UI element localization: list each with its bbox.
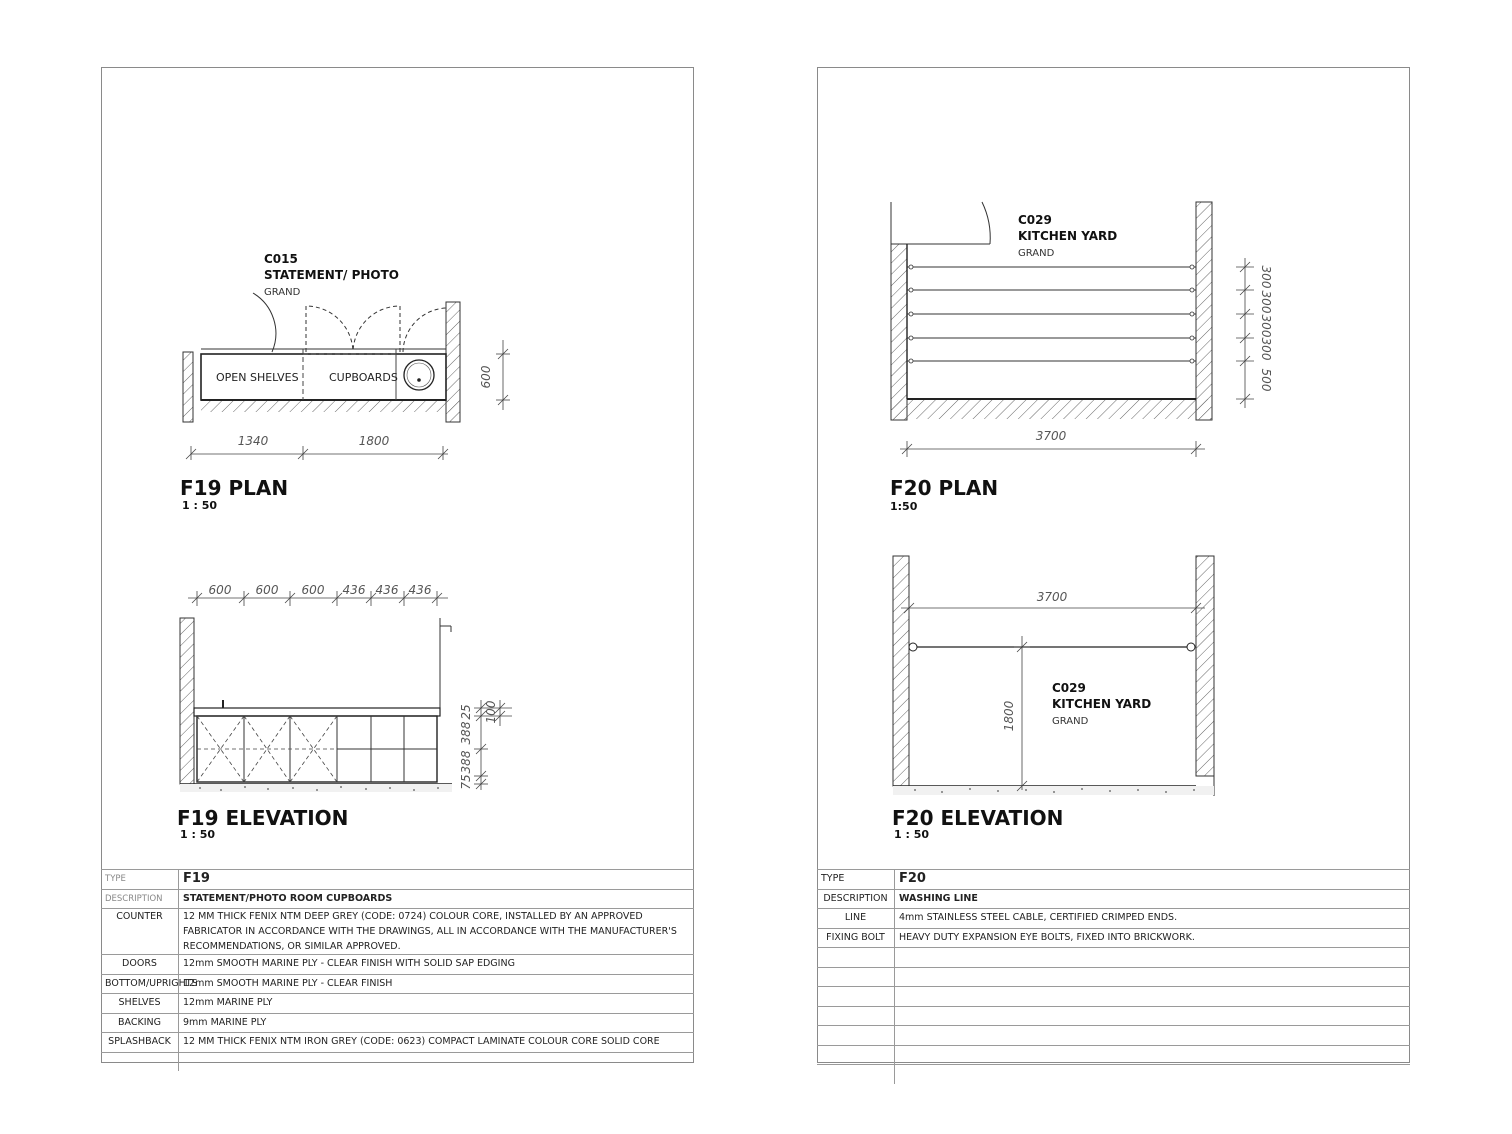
spec-row-description: [817, 889, 1410, 909]
f19-plan-open-shelves-label: OPEN SHELVES: [216, 371, 299, 384]
spec-value: [895, 987, 1411, 1007]
spec-key-type: TYPE: [101, 870, 179, 890]
spec-value: 12mm MARINE PLY: [179, 994, 695, 1014]
spec-value: [179, 1052, 695, 1071]
f20-plan-dim-side-4: 300: [1259, 337, 1273, 361]
spec-value: [895, 1006, 1411, 1026]
spec-row: [817, 1026, 1410, 1046]
f19-elev-dim-side-5: 75: [459, 774, 473, 790]
spec-value: [895, 1026, 1411, 1046]
f19-plan-scale: 1 : 50: [182, 499, 218, 512]
spec-value: 12mm SMOOTH MARINE PLY - CLEAR FINISH: [179, 974, 695, 994]
f19-elev-dim-top-2: 600: [255, 583, 279, 597]
f20-elev-eye-bolt-right: [1187, 643, 1195, 651]
f19-elev-dim-top-1: 600: [208, 583, 232, 597]
f19-elev-dim-top-3: 600: [301, 583, 325, 597]
spec-value: 12 MM THICK FENIX NTM DEEP GREY (CODE: 0724) COLOUR CORE, INSTALLED BY AN APPROVED FABRICATOR IN ACCORDANCE WITH THE DRAWINGS, ALL IN ACCORDANCE WITH THE MANUFACTURER'S RECOMMENDATIONS, OR SIMILAR APPROVED.: [179, 909, 695, 955]
spec-key: BACKING: [101, 1013, 179, 1033]
f19-elevation-title: F19 ELEVATION: [177, 806, 349, 830]
f20-elev-room-level: GRAND: [1052, 716, 1089, 727]
f19-elev-dim-side-1: 100: [484, 700, 498, 724]
f19-plan-left-wall: [183, 352, 193, 422]
spec-key: [101, 1052, 179, 1071]
spec-row: [101, 1033, 694, 1053]
spec-value: HEAVY DUTY EXPANSION EYE BOLTS, FIXED INTO BRICKWORK.: [895, 928, 1411, 948]
f20-plan-room-code: C029: [1018, 213, 1052, 227]
f19-spec-table: [101, 869, 694, 1071]
spec-value: [895, 948, 1411, 968]
f19-plan-title: F19 PLAN: [180, 476, 289, 500]
f19-elev-dim-top-4: 436: [342, 583, 366, 597]
f20-elev-right-wall: [1196, 556, 1214, 776]
spec-row: [817, 967, 1410, 987]
spec-key-description: DESCRIPTION: [101, 889, 179, 909]
f20-elev-room-name: KITCHEN YARD: [1052, 697, 1152, 711]
f20-plan-right-wall: [1196, 202, 1212, 420]
f20-plan-back-wall: [891, 399, 1212, 419]
spec-row: [101, 994, 694, 1014]
spec-row: [817, 909, 1410, 929]
f20-plan-dim-side-1: 300: [1259, 265, 1273, 289]
spec-key: SPLASHBACK: [101, 1033, 179, 1053]
f20-elev-dim-width: 3700: [1036, 590, 1068, 604]
spec-row-type: [817, 870, 1410, 890]
f19-elevation-scale: 1 : 50: [180, 828, 216, 841]
f20-plan-scale: 1:50: [890, 500, 918, 513]
spec-key: SHELVES: [101, 994, 179, 1014]
f19-plan-room-name: STATEMENT/ PHOTO: [264, 268, 399, 282]
spec-row-type: [101, 870, 694, 890]
f20-plan-dim-width: 3700: [1035, 429, 1067, 443]
spec-key-description: DESCRIPTION: [817, 889, 895, 909]
f20-elev-eye-bolt-left: [909, 643, 917, 651]
spec-row: [101, 909, 694, 955]
f20-elev-dim-height: 1800: [1002, 700, 1016, 732]
f20-elev-left-wall: [893, 556, 909, 786]
f19-plan-dim-depth: 600: [479, 365, 493, 389]
spec-value: [895, 967, 1411, 987]
f19-elev-dim-side-2: 25: [459, 704, 473, 720]
spec-key: FIXING BOLT: [817, 928, 895, 948]
spec-row: [817, 1065, 1410, 1084]
spec-row-description: [101, 889, 694, 909]
f19-elev-dim-top-6: 436: [408, 583, 432, 597]
f20-plan-room-name: KITCHEN YARD: [1018, 229, 1118, 243]
f19-plan-back-wall: [201, 400, 459, 412]
spec-row: [817, 987, 1410, 1007]
spec-row: [817, 948, 1410, 968]
f19-elev-dim-side-4: 388: [459, 750, 473, 774]
f19-plan-cupboards-label: CUPBOARDS: [329, 371, 398, 384]
f20-plan-dim-side-3: 300: [1259, 314, 1273, 338]
f19-plan-room-level: GRAND: [264, 287, 301, 298]
spec-key: LINE: [817, 909, 895, 929]
spec-value: 12mm SMOOTH MARINE PLY - CLEAR FINISH WITH SOLID SAP EDGING: [179, 955, 695, 975]
spec-value: [895, 1065, 1411, 1084]
spec-row: [817, 1045, 1410, 1065]
f19-plan-sink: [404, 360, 434, 390]
spec-row: [101, 1052, 694, 1071]
spec-row: [817, 1006, 1410, 1026]
f19-plan-dim-width-2: 1800: [358, 434, 390, 448]
spec-key: DOORS: [101, 955, 179, 975]
f19-elev-left-wall: [180, 618, 194, 784]
f19-elev-benchtop: [194, 708, 440, 716]
f20-plan-room-level: GRAND: [1018, 248, 1055, 259]
spec-key: [817, 1065, 895, 1084]
spec-value: 9mm MARINE PLY: [179, 1013, 695, 1033]
spec-description-value: WASHING LINE: [895, 889, 1411, 909]
spec-key: [817, 1026, 895, 1046]
spec-row: [817, 928, 1410, 948]
f20-plan-dim-side-2: 300: [1259, 290, 1273, 314]
spec-row: [101, 1013, 694, 1033]
spec-key: [817, 1006, 895, 1026]
spec-key: [817, 948, 895, 968]
spec-row: [101, 955, 694, 975]
f20-elev-room-code: C029: [1052, 681, 1086, 695]
f20-spec-table: [817, 869, 1410, 1084]
spec-description-value: STATEMENT/PHOTO ROOM CUPBOARDS: [179, 889, 695, 909]
f19-plan-dim-width-1: 1340: [237, 434, 269, 448]
f20-elevation-title: F20 ELEVATION: [892, 806, 1064, 830]
spec-value: 12 MM THICK FENIX NTM IRON GREY (CODE: 0623) COMPACT LAMINATE COLOUR CORE SOLID CORE: [179, 1033, 695, 1053]
spec-key-type: TYPE: [817, 870, 895, 890]
spec-key: [817, 967, 895, 987]
spec-key: [817, 987, 895, 1007]
spec-key: BOTTOM/UPRIGHTS: [101, 974, 179, 994]
f20-plan-left-wall: [891, 244, 907, 420]
spec-value: 4mm STAINLESS STEEL CABLE, CERTIFIED CRIMPED ENDS.: [895, 909, 1411, 929]
f19-elev-dim-side-3: 388: [459, 721, 473, 745]
f20-plan-dim-side-5: 500: [1259, 368, 1273, 392]
spec-row: [101, 974, 694, 994]
spec-key: COUNTER: [101, 909, 179, 955]
f20-elevation-scale: 1 : 50: [894, 828, 930, 841]
f19-plan-room-code: C015: [264, 252, 298, 266]
spec-value: [895, 1045, 1411, 1065]
f19-elev-dim-top-5: 436: [375, 583, 399, 597]
spec-type-value: F19: [179, 870, 695, 890]
f20-plan-title: F20 PLAN: [890, 476, 999, 500]
spec-key: [817, 1045, 895, 1065]
spec-type-value: F20: [895, 870, 1411, 890]
